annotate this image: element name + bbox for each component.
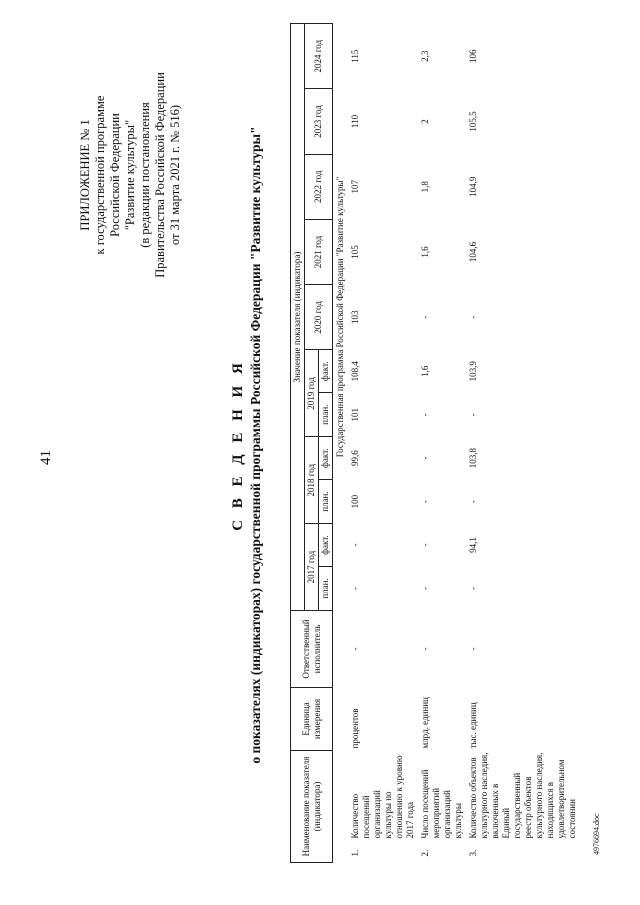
value-cell: 1,6: [420, 246, 430, 258]
appendix-line: Российской Федерации: [108, 113, 122, 237]
value-cell: 115: [350, 49, 360, 63]
header-values-group: Значение показателя (индикатора): [291, 24, 305, 611]
header-year-2017: 2017 год: [305, 524, 319, 611]
value-cell: 100: [350, 494, 360, 509]
header-year-2019: 2019 год: [305, 350, 319, 437]
section-title: Государственная программа Российской Федерации "Развитие культуры": [335, 176, 345, 458]
header-year-2018: 2018 год: [305, 437, 319, 524]
value-cell: -: [468, 500, 478, 504]
appendix-line: ПРИЛОЖЕНИЕ № 1: [78, 119, 92, 231]
value-cell: -: [420, 543, 430, 547]
value-cell: 108,4: [350, 361, 360, 382]
header-plan-2018: план.: [319, 480, 333, 524]
indicator-name: Количество объектов культурного наследия, включенных в Единый государственный реестр объектов культурного наследия, находящихся в удовлетворительном состоянии: [468, 752, 577, 839]
value-cell: -: [420, 500, 430, 504]
row-number: 3.: [468, 849, 478, 857]
indicator-executor: -: [350, 647, 360, 651]
row-number: 1.: [350, 849, 360, 857]
header-year-2020: 2020 год: [305, 285, 333, 350]
header-fact-2017: факт.: [319, 524, 333, 567]
header-year-2022: 2022 год: [305, 154, 333, 219]
table-row: [466, 24, 580, 863]
indicator-unit: млрд. единиц: [420, 697, 430, 749]
appendix-line: от 31 марта 2021 г. № 516): [168, 104, 182, 246]
value-cell: 104,9: [468, 176, 478, 197]
value-cell: -: [420, 413, 430, 417]
row-number: 2.: [420, 849, 430, 857]
document-subtitle: о показателях (индикаторах) государственной программы Российской Федерации "Развитие культуры": [248, 126, 263, 764]
header-plan-2019: план.: [319, 393, 333, 437]
value-cell: 99,6: [350, 450, 360, 467]
value-cell: -: [468, 586, 478, 590]
header-fact-2019: факт.: [319, 350, 333, 393]
value-cell: 105,5: [468, 111, 478, 132]
value-cell: 103,8: [468, 448, 478, 469]
appendix-header: [78, 25, 183, 325]
value-cell: 103: [350, 310, 360, 325]
value-cell: -: [468, 413, 478, 417]
appendix-line: (в редакции постановления: [138, 102, 152, 248]
table-row: [348, 24, 418, 863]
value-cell: 2: [420, 119, 430, 124]
value-cell: 1,6: [420, 365, 430, 377]
document-title: С В Е Д Е Н И Я: [230, 359, 246, 531]
indicators-table: [290, 23, 580, 863]
value-cell: 105: [350, 245, 360, 259]
indicator-executor: -: [468, 647, 478, 651]
document-footer: 4976694.doc: [592, 813, 601, 855]
value-cell: -: [350, 543, 360, 547]
indicator-unit: тыс. единиц: [468, 702, 478, 749]
appendix-line: к государственной программе: [93, 95, 107, 255]
value-cell: -: [420, 315, 430, 319]
value-cell: 2,3: [420, 50, 430, 62]
value-cell: 103,9: [468, 361, 478, 382]
header-year-2024: 2024 год: [305, 24, 333, 89]
indicator-executor: -: [420, 647, 430, 651]
header-name: Наименование показателя (индикатора): [291, 751, 333, 863]
table-row: [418, 24, 466, 863]
indicator-name: Число посещений мероприятий организаций культуры: [420, 769, 463, 839]
value-cell: 107: [350, 180, 360, 194]
value-cell: -: [420, 586, 430, 590]
appendix-line: Правительства Российской Федерации: [153, 72, 167, 278]
header-unit: Единица измерения: [291, 688, 333, 751]
value-cell: 94,1: [468, 537, 478, 553]
indicator-name: Количество посещений организаций культуры по отношению к уровню 2017 года: [350, 755, 415, 839]
header-executor: Ответственный исполнитель: [291, 611, 333, 688]
value-cell: 104,6: [468, 241, 478, 263]
header-plan-2017: план.: [319, 566, 333, 610]
value-cell: -: [468, 315, 478, 319]
header-year-2023: 2023 год: [305, 89, 333, 154]
value-cell: -: [350, 586, 360, 590]
value-cell: -: [420, 456, 430, 460]
value-cell: 106: [468, 49, 478, 63]
indicator-unit: процентов: [350, 708, 360, 749]
value-cell: 110: [350, 114, 360, 129]
value-cell: 101: [350, 407, 360, 422]
page-number: 41: [38, 450, 54, 465]
appendix-line: "Развитие культуры": [123, 119, 137, 231]
header-year-2021: 2021 год: [305, 219, 333, 284]
value-cell: 1,8: [420, 181, 430, 193]
header-fact-2018: факт.: [319, 437, 333, 480]
